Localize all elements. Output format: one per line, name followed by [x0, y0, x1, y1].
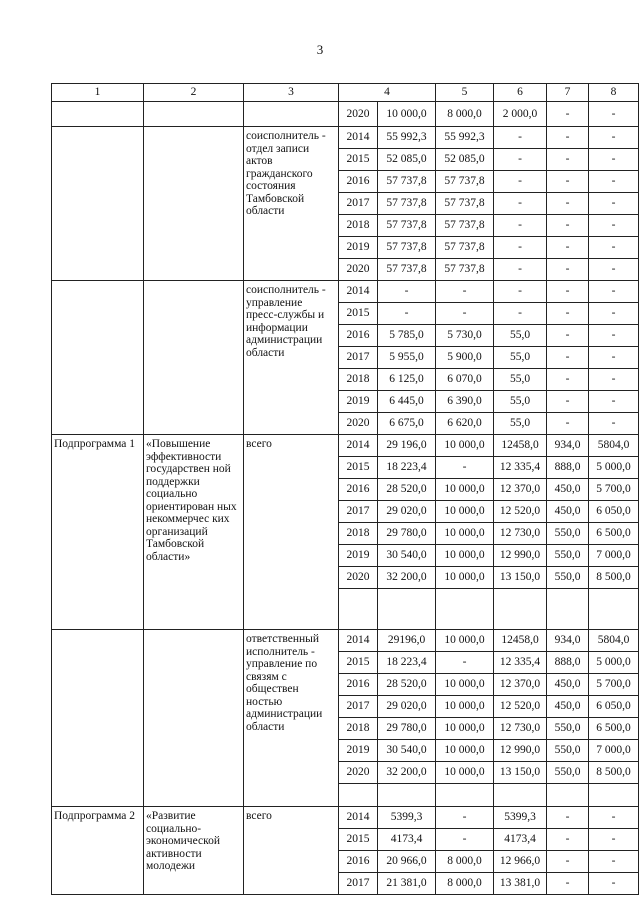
year-cell: 2016: [339, 851, 378, 873]
program-name-cell: [144, 102, 244, 127]
value-cell: 6 050,0: [589, 501, 639, 523]
value-cell: 7 000,0: [589, 740, 639, 762]
header-cell: 1: [52, 84, 144, 102]
value-cell: 6 125,0: [378, 369, 436, 391]
empty-cell: [547, 784, 589, 807]
value-cell: 57 737,8: [436, 237, 494, 259]
year-cell: 2017: [339, 696, 378, 718]
value-cell: 57 737,8: [436, 171, 494, 193]
year-cell: 2014: [339, 127, 378, 149]
header-cell: 8: [589, 84, 639, 102]
value-cell: 32 200,0: [378, 567, 436, 589]
value-cell: 450,0: [547, 696, 589, 718]
year-cell: 2019: [339, 237, 378, 259]
value-cell: -: [436, 457, 494, 479]
value-cell: -: [436, 303, 494, 325]
value-cell: 18 223,4: [378, 652, 436, 674]
executor-cell: всего: [244, 807, 339, 895]
value-cell: 8 000,0: [436, 873, 494, 895]
year-cell: 2014: [339, 630, 378, 652]
program-name-cell: [144, 127, 244, 281]
value-cell: 55,0: [494, 413, 547, 435]
value-cell: 55,0: [494, 347, 547, 369]
value-cell: -: [589, 281, 639, 303]
program-cell: [52, 630, 144, 807]
value-cell: -: [589, 873, 639, 895]
value-cell: -: [547, 873, 589, 895]
value-cell: 55,0: [494, 369, 547, 391]
year-cell: 2020: [339, 762, 378, 784]
value-cell: -: [547, 281, 589, 303]
value-cell: 8 500,0: [589, 567, 639, 589]
year-cell: 2016: [339, 171, 378, 193]
program-name-cell: [144, 281, 244, 435]
empty-cell: [339, 589, 378, 630]
value-cell: 6 500,0: [589, 523, 639, 545]
value-cell: 57 737,8: [378, 171, 436, 193]
value-cell: 6 050,0: [589, 696, 639, 718]
value-cell: 30 540,0: [378, 545, 436, 567]
value-cell: 57 737,8: [436, 193, 494, 215]
value-cell: -: [494, 215, 547, 237]
value-cell: 57 737,8: [436, 259, 494, 281]
value-cell: 10 000,0: [436, 718, 494, 740]
value-cell: 5 730,0: [436, 325, 494, 347]
value-cell: 28 520,0: [378, 674, 436, 696]
empty-cell: [547, 589, 589, 630]
header-cell: 4: [339, 84, 436, 102]
value-cell: 5804,0: [589, 630, 639, 652]
value-cell: -: [547, 807, 589, 829]
value-cell: 10 000,0: [436, 674, 494, 696]
value-cell: -: [547, 127, 589, 149]
value-cell: -: [589, 215, 639, 237]
value-cell: -: [494, 127, 547, 149]
header-cell: 3: [244, 84, 339, 102]
program-name-cell: «Повышение эффективности государствен ной поддержки социально ориентирован ных некоммерчес ких организаций Тамбовской области»: [144, 435, 244, 630]
value-cell: 934,0: [547, 435, 589, 457]
value-cell: 6 390,0: [436, 391, 494, 413]
value-cell: 10 000,0: [436, 523, 494, 545]
value-cell: 550,0: [547, 523, 589, 545]
year-cell: 2015: [339, 829, 378, 851]
value-cell: 55,0: [494, 391, 547, 413]
value-cell: 12 730,0: [494, 523, 547, 545]
value-cell: 29 780,0: [378, 523, 436, 545]
value-cell: 10 000,0: [436, 762, 494, 784]
year-cell: 2015: [339, 457, 378, 479]
value-cell: 6 070,0: [436, 369, 494, 391]
value-cell: 6 500,0: [589, 718, 639, 740]
value-cell: 13 150,0: [494, 567, 547, 589]
header-cell: 7: [547, 84, 589, 102]
empty-cell: [494, 589, 547, 630]
value-cell: -: [589, 127, 639, 149]
year-cell: 2019: [339, 740, 378, 762]
value-cell: 10 000,0: [436, 479, 494, 501]
value-cell: -: [547, 193, 589, 215]
value-cell: 52 085,0: [378, 149, 436, 171]
program-cell: [52, 281, 144, 435]
value-cell: 55,0: [494, 325, 547, 347]
value-cell: -: [494, 171, 547, 193]
value-cell: -: [589, 369, 639, 391]
year-cell: 2016: [339, 479, 378, 501]
value-cell: -: [436, 281, 494, 303]
value-cell: 550,0: [547, 545, 589, 567]
value-cell: -: [378, 281, 436, 303]
value-cell: -: [589, 259, 639, 281]
value-cell: -: [589, 102, 639, 127]
value-cell: 57 737,8: [378, 259, 436, 281]
value-cell: -: [494, 193, 547, 215]
value-cell: -: [547, 237, 589, 259]
empty-cell: [339, 784, 378, 807]
year-cell: 2014: [339, 807, 378, 829]
program-name-cell: «Развитие социально-экономической активности молодежи: [144, 807, 244, 895]
value-cell: -: [494, 303, 547, 325]
value-cell: 12 370,0: [494, 674, 547, 696]
value-cell: 888,0: [547, 457, 589, 479]
program-name-cell: [144, 630, 244, 807]
value-cell: 550,0: [547, 718, 589, 740]
value-cell: -: [547, 369, 589, 391]
value-cell: -: [589, 237, 639, 259]
value-cell: 52 085,0: [436, 149, 494, 171]
year-cell: 2018: [339, 215, 378, 237]
value-cell: -: [589, 193, 639, 215]
value-cell: -: [589, 413, 639, 435]
value-cell: 57 737,8: [436, 215, 494, 237]
value-cell: 12 730,0: [494, 718, 547, 740]
value-cell: 12 966,0: [494, 851, 547, 873]
value-cell: 5 000,0: [589, 652, 639, 674]
value-cell: 10 000,0: [436, 567, 494, 589]
value-cell: -: [547, 391, 589, 413]
value-cell: -: [589, 347, 639, 369]
value-cell: 13 150,0: [494, 762, 547, 784]
value-cell: 5399,3: [494, 807, 547, 829]
value-cell: 8 500,0: [589, 762, 639, 784]
value-cell: -: [547, 171, 589, 193]
year-cell: 2015: [339, 149, 378, 171]
table-row: [52, 127, 639, 149]
year-cell: 2020: [339, 102, 378, 127]
value-cell: 10 000,0: [436, 501, 494, 523]
value-cell: -: [589, 325, 639, 347]
value-cell: -: [436, 652, 494, 674]
value-cell: 10 000,0: [436, 630, 494, 652]
value-cell: -: [494, 237, 547, 259]
value-cell: -: [589, 829, 639, 851]
value-cell: 12458,0: [494, 435, 547, 457]
value-cell: 8 000,0: [436, 102, 494, 127]
executor-cell: ответственный исполнитель - управление по связям с обществен ностью администрации области: [244, 630, 339, 807]
header-row: [52, 84, 639, 102]
value-cell: 4173,4: [378, 829, 436, 851]
value-cell: 550,0: [547, 740, 589, 762]
value-cell: -: [494, 281, 547, 303]
value-cell: 450,0: [547, 674, 589, 696]
value-cell: -: [436, 807, 494, 829]
executor-cell: соисполнитель - управление пресс-службы и информации администрации области: [244, 281, 339, 435]
value-cell: -: [547, 149, 589, 171]
year-cell: 2015: [339, 303, 378, 325]
year-cell: 2017: [339, 347, 378, 369]
value-cell: 10 000,0: [436, 545, 494, 567]
value-cell: 30 540,0: [378, 740, 436, 762]
empty-cell: [378, 784, 436, 807]
table-row: [52, 435, 639, 457]
empty-cell: [436, 589, 494, 630]
value-cell: 888,0: [547, 652, 589, 674]
value-cell: 20 966,0: [378, 851, 436, 873]
value-cell: 10 000,0: [436, 696, 494, 718]
year-cell: 2019: [339, 545, 378, 567]
program-cell: Подпрограмма 1: [52, 435, 144, 630]
value-cell: 6 620,0: [436, 413, 494, 435]
value-cell: 29 196,0: [378, 435, 436, 457]
year-cell: 2018: [339, 523, 378, 545]
value-cell: 5804,0: [589, 435, 639, 457]
year-cell: 2018: [339, 369, 378, 391]
value-cell: 18 223,4: [378, 457, 436, 479]
value-cell: 29196,0: [378, 630, 436, 652]
value-cell: 10 000,0: [436, 435, 494, 457]
value-cell: -: [547, 851, 589, 873]
year-cell: 2014: [339, 435, 378, 457]
header-cell: 6: [494, 84, 547, 102]
value-cell: 57 737,8: [378, 215, 436, 237]
value-cell: 5399,3: [378, 807, 436, 829]
program-cell: Подпрограмма 2: [52, 807, 144, 895]
year-cell: 2020: [339, 413, 378, 435]
year-cell: 2017: [339, 501, 378, 523]
value-cell: -: [494, 149, 547, 171]
value-cell: -: [547, 413, 589, 435]
value-cell: 5 700,0: [589, 479, 639, 501]
value-cell: -: [547, 259, 589, 281]
value-cell: 5 785,0: [378, 325, 436, 347]
value-cell: -: [547, 215, 589, 237]
value-cell: -: [547, 829, 589, 851]
value-cell: 32 200,0: [378, 762, 436, 784]
executor-cell: всего: [244, 435, 339, 630]
table-row: [52, 630, 639, 652]
value-cell: -: [589, 149, 639, 171]
value-cell: 57 737,8: [378, 193, 436, 215]
value-cell: 6 445,0: [378, 391, 436, 413]
value-cell: 28 520,0: [378, 479, 436, 501]
value-cell: 2 000,0: [494, 102, 547, 127]
executor-cell: соисполнитель - отдел записи актов гражданского состояния Тамбовской области: [244, 127, 339, 281]
value-cell: 29 020,0: [378, 501, 436, 523]
value-cell: 12 335,4: [494, 652, 547, 674]
value-cell: 57 737,8: [378, 237, 436, 259]
value-cell: -: [547, 347, 589, 369]
empty-cell: [589, 784, 639, 807]
value-cell: 12 370,0: [494, 479, 547, 501]
value-cell: 12 990,0: [494, 740, 547, 762]
value-cell: -: [547, 325, 589, 347]
value-cell: 550,0: [547, 762, 589, 784]
value-cell: 450,0: [547, 501, 589, 523]
value-cell: 5 955,0: [378, 347, 436, 369]
value-cell: 12 990,0: [494, 545, 547, 567]
value-cell: 55 992,3: [378, 127, 436, 149]
value-cell: -: [547, 102, 589, 127]
value-cell: 8 000,0: [436, 851, 494, 873]
value-cell: 55 992,3: [436, 127, 494, 149]
value-cell: 5 700,0: [589, 674, 639, 696]
page-number: 3: [316, 42, 324, 57]
value-cell: 12 520,0: [494, 696, 547, 718]
executor-cell: [244, 102, 339, 127]
value-cell: -: [378, 303, 436, 325]
program-cell: [52, 102, 144, 127]
value-cell: -: [494, 259, 547, 281]
year-cell: 2018: [339, 718, 378, 740]
header-cell: 2: [144, 84, 244, 102]
year-cell: 2016: [339, 325, 378, 347]
value-cell: 12458,0: [494, 630, 547, 652]
value-cell: 29 020,0: [378, 696, 436, 718]
year-cell: 2020: [339, 259, 378, 281]
value-cell: 5 900,0: [436, 347, 494, 369]
table-row: [52, 807, 639, 829]
value-cell: -: [589, 171, 639, 193]
year-cell: 2015: [339, 652, 378, 674]
value-cell: 12 520,0: [494, 501, 547, 523]
program-cell: [52, 127, 144, 281]
value-cell: -: [547, 303, 589, 325]
value-cell: 450,0: [547, 479, 589, 501]
header-cell: 5: [436, 84, 494, 102]
budget-table: [51, 83, 639, 895]
value-cell: -: [589, 807, 639, 829]
value-cell: 13 381,0: [494, 873, 547, 895]
value-cell: 21 381,0: [378, 873, 436, 895]
value-cell: -: [589, 851, 639, 873]
value-cell: 4173,4: [494, 829, 547, 851]
table-row: [52, 102, 639, 127]
value-cell: 7 000,0: [589, 545, 639, 567]
table-row: [52, 281, 639, 303]
empty-cell: [589, 589, 639, 630]
empty-cell: [378, 589, 436, 630]
value-cell: 10 000,0: [378, 102, 436, 127]
value-cell: 12 335,4: [494, 457, 547, 479]
value-cell: -: [589, 391, 639, 413]
year-cell: 2020: [339, 567, 378, 589]
value-cell: -: [436, 829, 494, 851]
value-cell: -: [589, 303, 639, 325]
empty-cell: [436, 784, 494, 807]
year-cell: 2019: [339, 391, 378, 413]
empty-cell: [494, 784, 547, 807]
year-cell: 2017: [339, 193, 378, 215]
value-cell: 10 000,0: [436, 740, 494, 762]
value-cell: 5 000,0: [589, 457, 639, 479]
value-cell: 934,0: [547, 630, 589, 652]
year-cell: 2017: [339, 873, 378, 895]
value-cell: 550,0: [547, 567, 589, 589]
year-cell: 2014: [339, 281, 378, 303]
value-cell: 6 675,0: [378, 413, 436, 435]
year-cell: 2016: [339, 674, 378, 696]
value-cell: 29 780,0: [378, 718, 436, 740]
